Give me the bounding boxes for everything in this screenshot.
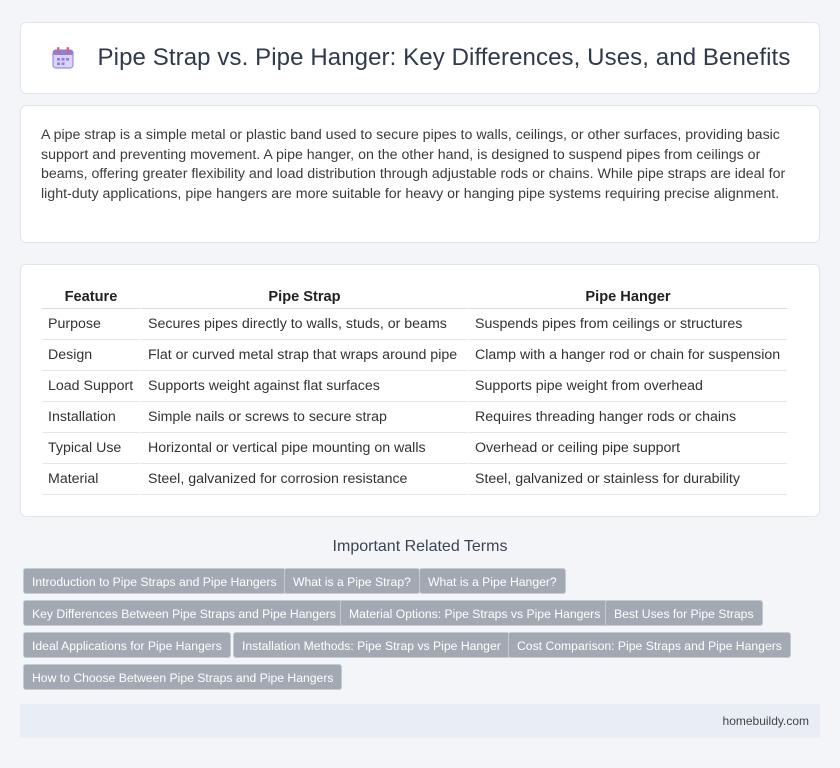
intro-card	[20, 105, 820, 243]
feature-cell: Design	[42, 340, 140, 371]
related-term-tag[interactable]: Key Differences Between Pipe Straps and Pipe Hangers	[23, 600, 345, 626]
footer	[20, 704, 820, 738]
pipe-strap-cell: Steel, galvanized for corrosion resistance	[140, 464, 467, 495]
pipe-hanger-cell: Overhead or ceiling pipe support	[467, 433, 787, 464]
table-row	[42, 309, 787, 340]
related-term-tag[interactable]: How to Choose Between Pipe Straps and Pipe Hangers	[23, 664, 342, 690]
pipe-strap-cell: Supports weight against flat surfaces	[140, 371, 467, 402]
intro-paragraph: A pipe strap is a simple metal or plastic band used to secure pipes to walls, ceilings, or other surfaces, providing basic support and preventing movement. A pipe hanger, on the other hand, is designed to suspend pipes from ceilings or beams, offering greater flexibility and load distribution through adjustable rods or chains. While pipe straps are ideal for light-duty applications, pipe hangers are more suitable for heavy or hanging pipe systems requiring precise alignment.	[41, 127, 786, 202]
header-pipe-strap: Pipe Strap	[140, 285, 467, 309]
feature-cell: Typical Use	[42, 433, 140, 464]
pipe-strap-cell: Simple nails or screws to secure strap	[140, 402, 467, 433]
pipe-strap-cell: Flat or curved metal strap that wraps around pipe	[140, 340, 467, 371]
table-row	[42, 464, 787, 495]
table-header-row	[42, 285, 787, 309]
related-term-tag[interactable]: Cost Comparison: Pipe Straps and Pipe Hangers	[508, 632, 791, 658]
table-row	[42, 433, 787, 464]
related-term-tag[interactable]: Installation Methods: Pipe Strap vs Pipe Hanger	[233, 632, 510, 658]
table-row	[42, 340, 787, 371]
related-term-tag[interactable]: Ideal Applications for Pipe Hangers	[23, 632, 231, 658]
pipe-hanger-cell: Steel, galvanized or stainless for durability	[467, 464, 787, 495]
comparison-table-card	[20, 264, 820, 517]
feature-cell: Purpose	[42, 309, 140, 340]
header-feature: Feature	[42, 285, 140, 309]
footer-site-link[interactable]: homebuildy.com	[722, 714, 809, 728]
related-term-tag[interactable]: What is a Pipe Hanger?	[419, 568, 566, 594]
header-card	[20, 22, 820, 94]
pipe-hanger-cell: Requires threading hanger rods or chains	[467, 402, 787, 433]
feature-cell: Load Support	[42, 371, 140, 402]
table-row	[42, 371, 787, 402]
feature-cell: Material	[42, 464, 140, 495]
comparison-table	[42, 285, 787, 495]
pipe-hanger-cell: Suspends pipes from ceilings or structures	[467, 309, 787, 340]
related-term-tag[interactable]: Best Uses for Pipe Straps	[605, 600, 763, 626]
feature-cell: Installation	[42, 402, 140, 433]
related-term-tag[interactable]: Introduction to Pipe Straps and Pipe Hangers	[23, 568, 286, 594]
table-row	[42, 402, 787, 433]
pipe-strap-cell: Horizontal or vertical pipe mounting on walls	[140, 433, 467, 464]
page-title: Pipe Strap vs. Pipe Hanger: Key Differences, Uses, and Benefits	[97, 44, 791, 71]
related-term-tag[interactable]: What is a Pipe Strap?	[284, 568, 420, 594]
calendar-icon	[50, 45, 76, 71]
pipe-hanger-cell: Supports pipe weight from overhead	[467, 371, 787, 402]
pipe-hanger-cell: Clamp with a hanger rod or chain for suspension	[467, 340, 787, 371]
pipe-strap-cell: Secures pipes directly to walls, studs, or beams	[140, 309, 467, 340]
header-pipe-hanger: Pipe Hanger	[467, 285, 787, 309]
related-term-tag[interactable]: Material Options: Pipe Straps vs Pipe Hangers	[340, 600, 609, 626]
related-terms-title: Important Related Terms	[332, 538, 508, 555]
